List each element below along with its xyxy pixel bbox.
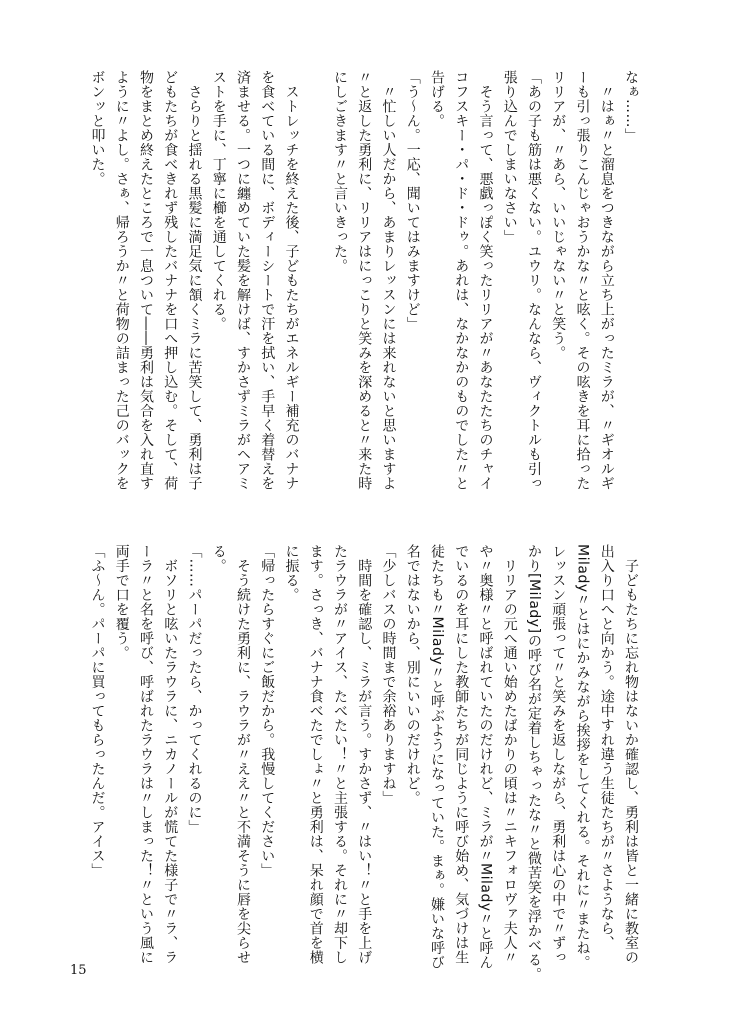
text-column: さらりと揺れる黒髪に満足気に頷くミラに苦笑して、勇利は子 [186,70,203,491]
text-column: レッスン頑張って〃と笑みを返しながら、勇利は心の中で〃ずっ [550,544,567,965]
text-column: る。 [210,544,227,573]
text-column: ます。さっき、バナナ食べたでしょ〃と勇利は、呆れ顔で首を横 [307,544,324,965]
text-column: 〃と返した勇利に、リリアはにっこりと笑みを深めると〃来た時 [356,70,373,491]
text-column: コフスキー・パ・ド・ドゥ。あれは、なかなかのものでした〃と [453,70,470,491]
text-column: 告げる。 [429,70,445,128]
text-column: を食べている間に、ボディーシートで汗を拭い、手早く着替えを [259,70,276,491]
text-column: リリアの元へ通い始めたばかりの頃は〃ニキフォロヴァ夫人〃 [501,544,518,965]
text-column: に振る。 [283,544,300,602]
text-column: 「……パーパだったら、かってくれるのに」 [186,544,203,834]
text-column: ストを手に、丁寧に櫛を通してくれる。 [210,70,227,331]
text-column: 「ふ～ん。パーパに買ってもらったんだ。アイス」 [89,544,106,878]
text-column: 〃はぁ〃と溜息をつきながら立ち上がったミラが、〃ギオルギ [598,70,615,491]
text-column: かり[Milady]の呼び名が定着しちゃったな〃と微苦笑を浮かべる。 [526,544,542,982]
text-column: なぁ……」 [623,70,639,143]
text-column: でいるのを耳にした教師たちが同じように呼び始め、気づけは生 [453,544,470,965]
text-column: ーも引っ張りこんじゃおうかな〃と呟く。その呟きを耳に拾った [574,70,591,491]
text-column: 「あの子も筋は悪くない。ユウリ。なんなら、ヴィクトルも引っ [526,70,542,491]
text-column: そう続けた勇利に、ラウラが〃ええ〃と不満そうに唇を尖らせ [235,544,251,965]
upper-text-block [0,70,730,500]
text-column: どもたちが食べきれず残したバナナを口へ押し込む。そして、荷 [162,70,179,491]
text-column: や〃奥様〃と呼ばれていたのだけれど、ミラが〃Milady〃と呼ん [477,544,494,970]
lower-text-block [0,544,730,982]
text-column: 「少しバスの時間まで余裕ありますね」 [380,544,397,805]
text-column: 子どもたちに忘れ物はないか確認し、勇利は皆と一緒に教室の [623,544,639,965]
text-column: リリアが、〃あら、いいじゃない〃と笑う。 [550,70,567,360]
text-column: ように〃よし。さぁ、帰ろうか〃と荷物の詰まった己のバックを [113,70,130,491]
text-column: 〃忙しい人だから、あまりレッスンには来れないと思いますよ [380,70,397,491]
text-column: 「帰ったらすぐにご飯だから。我慢してください」 [259,544,276,878]
text-column: ボソリと呟いたラウラに、ニカノールが慌てた様子で〃ラ、ラ [162,544,179,965]
text-column: たラウラが〃アイス、たべたい！〃と主張する。それに〃却下し [332,544,348,965]
text-column: 張り込んでしまいなさい」 [501,70,518,244]
text-column: そう言って、悪戯っぽく笑ったリリアが〃あなたたちのチャイ [477,70,494,491]
text-column: 済ませる。一つに纏めていた髪を解けば、すかさずミラがヘアミ [235,70,251,491]
text-column: ボンッと叩いた。 [89,70,106,186]
text-column: ーラ〃と名を呼び、呼ばれたラウラは〃しまった！〃という風に [138,544,154,965]
text-column [307,70,325,500]
text-column: 時間を確認し、ミラが言う。すかさず、〃はい！〃と手を上げ [356,544,373,965]
page-number: 15 [70,963,87,978]
text-column: 名ではないから、別にいいのだけれど。 [404,544,421,805]
text-column: 物をまとめ終えたところで一息ついて――勇利は気合を入れ直す [138,70,154,491]
text-column: 「う～ん。一応、聞いてはみますけど」 [404,70,421,331]
text-column: 両手で口を覆う。 [113,544,130,660]
text-column: ストレッチを終えた後、子どもたちがエネルギー補充のバナナ [283,70,300,491]
text-column: 徒たちも〃Milady〃と呼ぶようになっていた。まぁ。嫌いな呼び [429,544,445,970]
text-column: Milady〃とはにかみながら挨拶をしてくれる。それに〃またね。 [574,544,591,970]
text-column: 出入り口へと向かう。途中すれ違う生徒たちが〃さようなら、 [598,544,615,950]
text-column: にしごきます〃と言いきった。 [332,70,348,273]
